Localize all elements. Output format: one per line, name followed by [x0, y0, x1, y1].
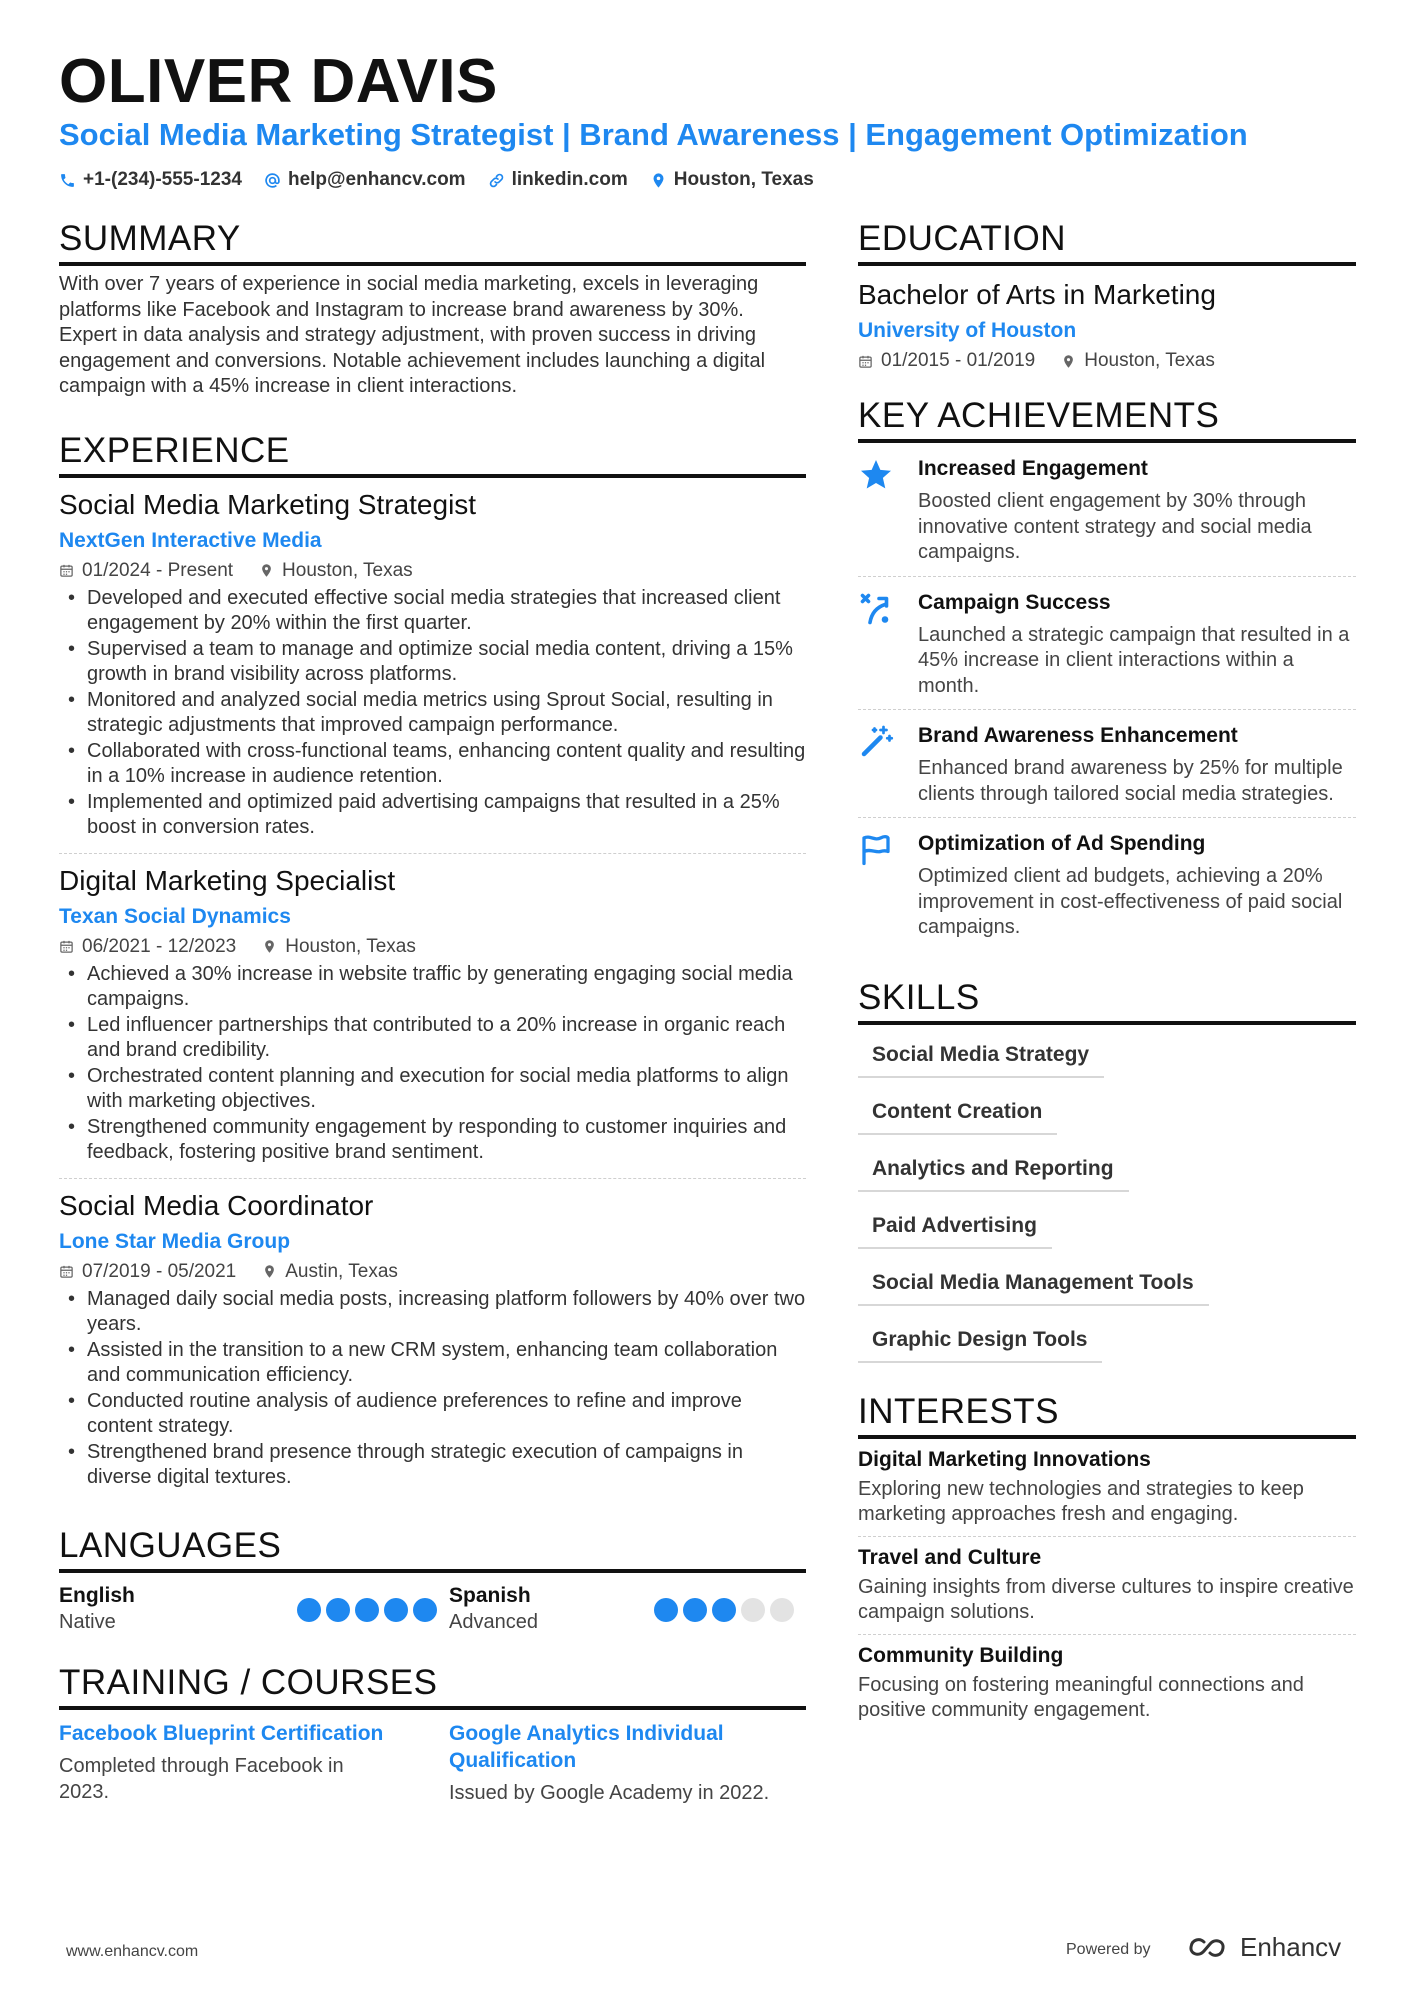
- skill-tag: Graphic Design Tools: [858, 1316, 1102, 1363]
- interest-title: Digital Marketing Innovations: [858, 1447, 1151, 1471]
- training-item: [449, 1720, 806, 1806]
- job-bullets: [59, 962, 806, 1166]
- achievement-desc: Enhanced brand awareness by 25% for multiple clients through tailored social media strategies.: [918, 757, 1343, 805]
- language-rating: [654, 1598, 794, 1622]
- job-bullet: • Strengthened community engagement by responding to customer inquiries and feedback, fostering positive brand sentiment.: [59, 1115, 806, 1166]
- training-list: [59, 1720, 806, 1806]
- achievement-item: [858, 709, 1356, 817]
- job-role: Digital Marketing Specialist: [59, 864, 396, 896]
- rating-dot: [326, 1598, 350, 1622]
- left-column: [59, 218, 806, 1806]
- job-dates: [59, 935, 236, 959]
- location-pin-icon: [262, 1264, 277, 1279]
- interest-desc: Exploring new technologies and strategies to keep marketing approaches fresh and engaging.: [858, 1477, 1304, 1525]
- experience-heading: EXPERIENCE: [59, 430, 806, 478]
- achievement-title: Optimization of Ad Spending: [918, 832, 1206, 855]
- email-text: help@enhancv.com: [287, 169, 466, 190]
- training-desc: Completed through Facebook in 2023.: [59, 1754, 344, 1803]
- flag-icon: [858, 832, 894, 868]
- rating-dot: [384, 1598, 408, 1622]
- language-level: Native: [59, 1610, 116, 1633]
- education-dates-text: 01/2015 - 01/2019: [881, 350, 1036, 371]
- job-dates: [59, 559, 233, 583]
- job-bullet: • Achieved a 30% increase in website traffic by generating engaging social media campaigns.: [59, 962, 806, 1013]
- job-location: [259, 559, 413, 583]
- achievements-heading: KEY ACHIEVEMENTS: [858, 395, 1356, 443]
- summary-text: With over 7 years of experience in social media marketing, excels in leveraging platforms like Facebook and Instagram to increase brand awareness by 30%. Expert in data analysis and strategy adjustment, with proven success in driving engagement and conversions. Notable achievement includes launching a digital campaign with a 45% increase in client interactions.: [59, 273, 766, 397]
- experience-entry: [59, 478, 806, 853]
- language-item: [449, 1583, 806, 1636]
- education-dates: [858, 349, 1035, 373]
- job-location-text: Houston, Texas: [285, 935, 416, 957]
- star-icon: [858, 457, 894, 493]
- achievement-desc: Launched a strategic campaign that resulted in a 45% increase in client interactions within a month.: [918, 623, 1350, 697]
- achievement-desc: Boosted client engagement by 30% through innovative content strategy and social media campaigns.: [918, 490, 1312, 563]
- education-location-text: Houston, Texas: [1084, 350, 1215, 371]
- job-bullet: • Monitored and analyzed social media metrics using Sprout Social, resulting in strategic adjustments that improved campaign performance.: [59, 688, 806, 739]
- skill-tag: Social Media Strategy: [858, 1031, 1104, 1078]
- job-dates: [59, 1260, 236, 1284]
- location-pin-icon: [650, 172, 667, 189]
- language-name: Spanish: [449, 1583, 531, 1607]
- job-meta: [59, 935, 806, 959]
- interest-desc: Gaining insights from diverse cultures to inspire creative campaign solutions.: [858, 1575, 1354, 1623]
- job-role: Social Media Marketing Strategist: [59, 488, 477, 520]
- job-bullets: [59, 586, 806, 841]
- location-pin-icon: [262, 939, 277, 954]
- skill-tag: Paid Advertising: [858, 1202, 1052, 1249]
- interest-title: Travel and Culture: [858, 1545, 1042, 1569]
- languages-section: [59, 1525, 806, 1636]
- summary-section: [59, 218, 806, 400]
- achievement-title: Campaign Success: [918, 590, 1111, 614]
- job-bullet: • Assisted in the transition to a new CRM system, enhancing team collaboration and communication efficiency.: [59, 1338, 806, 1389]
- footer-brand-text: Enhancv: [1240, 1932, 1342, 1962]
- education-meta: [858, 349, 1356, 373]
- rating-dot: [355, 1598, 379, 1622]
- education-section: [858, 218, 1356, 373]
- job-bullet: • Supervised a team to manage and optimize social media content, driving a 15% growth in brand visibility across platforms.: [59, 637, 806, 688]
- job-meta: [59, 559, 806, 583]
- calendar-icon: [59, 939, 74, 954]
- education-heading: EDUCATION: [858, 218, 1356, 266]
- job-dates-text: 01/2024 - Present: [82, 559, 234, 581]
- skills-section: [858, 977, 1356, 1373]
- right-column: [858, 218, 1356, 1732]
- summary-heading: SUMMARY: [59, 218, 806, 266]
- rating-dot: [654, 1598, 678, 1622]
- achievement-title: Increased Engagement: [918, 457, 1148, 480]
- calendar-icon: [858, 354, 873, 369]
- training-section: [59, 1662, 806, 1806]
- rating-dot: [770, 1598, 794, 1622]
- language-item: [59, 1583, 449, 1636]
- achievement-desc: Optimized client ad budgets, achieving a 20% improvement in cost-effectiveness of paid social campaigns.: [918, 865, 1343, 938]
- job-bullet: • Led influencer partnerships that contributed to a 20% increase in organic reach and brand credibility.: [59, 1013, 806, 1064]
- job-bullet: • Conducted routine analysis of audience preferences to refine and improve content strategy.: [59, 1389, 806, 1440]
- experience-section: [59, 430, 806, 1503]
- job-company: Texan Social Dynamics: [59, 904, 291, 928]
- languages-list: [59, 1583, 806, 1636]
- skill-tag: Social Media Management Tools: [858, 1259, 1209, 1306]
- candidate-name: OLIVER DAVIS: [59, 47, 498, 116]
- experience-entry: [59, 853, 806, 1178]
- job-company: NextGen Interactive Media: [59, 528, 322, 552]
- linkedin-text: linkedin.com: [511, 169, 628, 190]
- interest-item: [858, 1536, 1356, 1634]
- footer-powered-by: Powered by: [1066, 1941, 1151, 1958]
- job-location-text: Houston, Texas: [282, 559, 413, 581]
- job-bullet: • Collaborated with cross-functional teams, enhancing content quality and resulting in a 10% increase in audience retention.: [59, 739, 806, 790]
- interest-desc: Focusing on fostering meaningful connections and positive community engagement.: [858, 1673, 1304, 1721]
- job-location: [262, 935, 416, 959]
- job-location-text: Austin, Texas: [285, 1260, 398, 1282]
- skill-tag: Analytics and Reporting: [858, 1145, 1129, 1192]
- skills-heading: SKILLS: [858, 977, 1356, 1025]
- interest-item: [858, 1634, 1356, 1732]
- languages-heading: LANGUAGES: [59, 1525, 806, 1573]
- contact-phone[interactable]: [59, 169, 242, 191]
- location-pin-icon: [1061, 354, 1076, 369]
- contact-linkedin[interactable]: [488, 169, 628, 191]
- job-bullet: • Developed and executed effective social media strategies that increased client engagement by 20% within the first quarter.: [59, 586, 806, 637]
- strategy-icon: [858, 591, 894, 627]
- location-text: Houston, Texas: [673, 169, 814, 190]
- job-bullet: • Managed daily social media posts, increasing platform followers by 40% over two years.: [59, 1287, 806, 1338]
- skill-tag: Content Creation: [858, 1088, 1057, 1135]
- language-name: English: [59, 1583, 135, 1607]
- language-rating: [297, 1598, 437, 1622]
- job-dates-text: 06/2021 - 12/2023: [82, 935, 237, 957]
- interest-title: Community Building: [858, 1643, 1064, 1667]
- job-bullets: [59, 1287, 806, 1491]
- contact-bar: [59, 169, 814, 191]
- achievements-section: [858, 395, 1356, 951]
- footer-brand[interactable]: [1184, 1932, 1341, 1963]
- training-desc: Issued by Google Academy in 2022.: [449, 1781, 770, 1804]
- training-heading: TRAINING / COURSES: [59, 1662, 806, 1710]
- language-level: Advanced: [449, 1610, 538, 1633]
- job-meta: [59, 1260, 806, 1284]
- location-pin-icon: [259, 563, 274, 578]
- achievement-item: [858, 443, 1356, 576]
- phone-icon: [59, 172, 76, 189]
- interests-heading: INTERESTS: [858, 1391, 1356, 1439]
- training-name: Google Analytics Individual Qualification: [449, 1721, 724, 1772]
- rating-dot: [297, 1598, 321, 1622]
- experience-entry: [59, 1178, 806, 1503]
- job-bullet: • Orchestrated content planning and execution for social media platforms to align with marketing objectives.: [59, 1064, 806, 1115]
- job-bullet: • Implemented and optimized paid advertising campaigns that resulted in a 25% boost in conversion rates.: [59, 790, 806, 841]
- rating-dot: [413, 1598, 437, 1622]
- phone-text: +1-(234)-555-1234: [83, 169, 242, 190]
- rating-dot: [712, 1598, 736, 1622]
- contact-email[interactable]: [264, 169, 466, 191]
- interest-item: [858, 1439, 1356, 1536]
- contact-location: [650, 169, 814, 191]
- education-degree: Bachelor of Arts in Marketing: [858, 279, 1216, 310]
- job-company: Lone Star Media Group: [59, 1229, 291, 1253]
- link-icon: [488, 172, 505, 189]
- job-role: Social Media Coordinator: [59, 1189, 374, 1221]
- job-bullet: • Strengthened brand presence through strategic execution of campaigns in diverse digital textures.: [59, 1440, 806, 1491]
- training-name: Facebook Blueprint Certification: [59, 1721, 384, 1745]
- interests-section: [858, 1391, 1356, 1732]
- job-dates-text: 07/2019 - 05/2021: [82, 1260, 237, 1282]
- training-item: [59, 1720, 449, 1806]
- magic-wand-icon: [858, 724, 894, 760]
- achievement-title: Brand Awareness Enhancement: [918, 724, 1238, 747]
- calendar-icon: [59, 1264, 74, 1279]
- at-icon: [264, 172, 281, 189]
- education-school: University of Houston: [858, 319, 1077, 342]
- achievement-item: [858, 576, 1356, 710]
- achievement-item: [858, 817, 1356, 951]
- footer-url[interactable]: www.enhancv.com: [66, 1943, 199, 1960]
- job-location: [262, 1260, 398, 1284]
- skills-list: [858, 1031, 1356, 1373]
- rating-dot: [741, 1598, 765, 1622]
- rating-dot: [683, 1598, 707, 1622]
- candidate-title: Social Media Marketing Strategist | Brand Awareness | Engagement Optimization: [59, 117, 1248, 152]
- calendar-icon: [59, 563, 74, 578]
- education-location: [1061, 349, 1215, 373]
- enhancv-logo-icon: [1184, 1936, 1230, 1960]
